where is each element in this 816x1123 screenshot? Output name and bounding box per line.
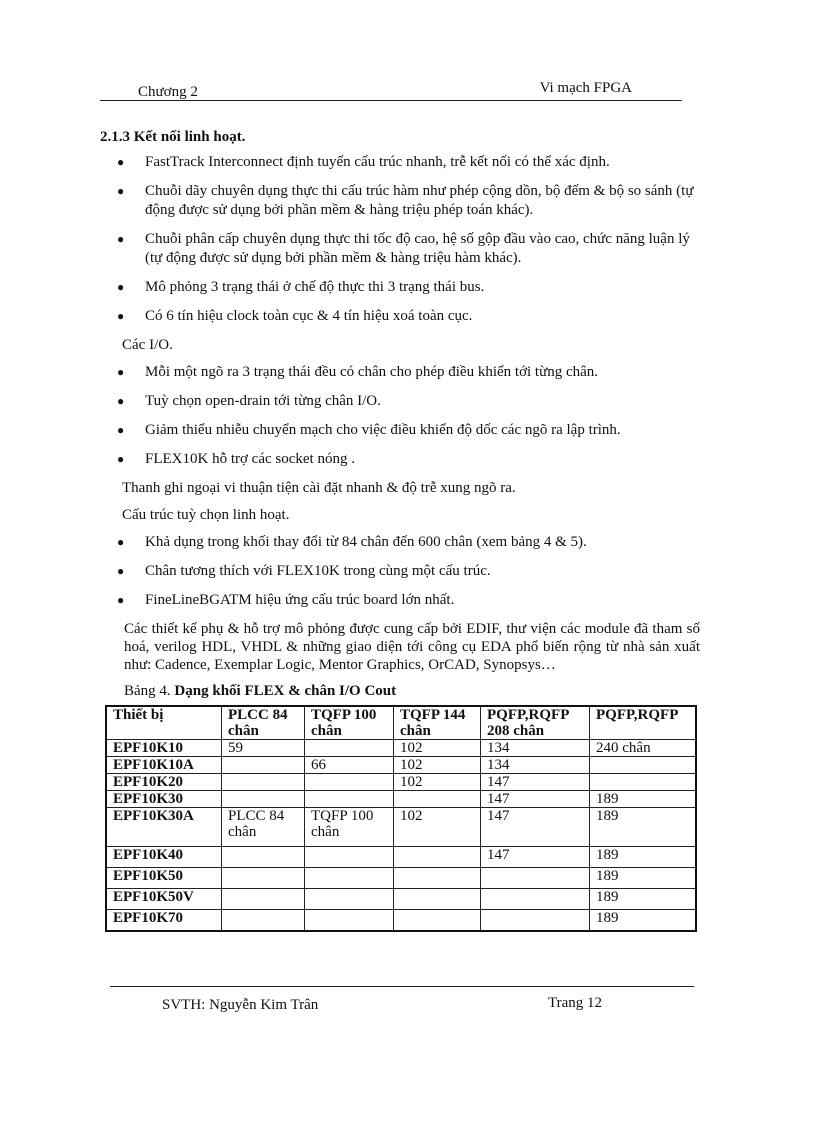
bullet-icon: ● [117,593,125,607]
table-cell [305,847,394,868]
table-row [106,889,696,910]
table-cell [305,868,394,889]
author-label: SVTH: Nguyễn Kim Trân [162,997,319,1013]
header-title: Vi mạch FPGA [539,80,632,96]
table-cell [394,847,481,868]
table-cell [481,889,590,910]
table-cell: EPF10K10 [106,740,222,757]
table-cell [394,868,481,889]
table-row [106,847,696,868]
table-cell [305,774,394,791]
table-cell: 189 [590,847,697,868]
table-cell [305,791,394,808]
column-header: PLCC 84 chân [222,706,305,740]
table-row [106,910,696,932]
table-row [106,808,696,847]
table-cell [481,910,590,932]
table-cell: 59 [222,740,305,757]
table-cell: EPF10K30 [106,791,222,808]
list-item: ● FLEX10K hỗ trợ các socket nóng . [117,451,355,467]
table-cell [222,910,305,932]
table-cell: 240 chân [590,740,697,757]
paragraph-register: Thanh ghi ngoại vi thuận tiện cài đặt nhanh & độ trễ xung ngõ ra. [122,480,516,496]
table-cell: 189 [590,910,697,932]
chapter-label: Chương 2 [138,84,198,100]
bullet-icon: ● [117,423,125,437]
table-cell: EPF10K10A [106,757,222,774]
table-cell [222,791,305,808]
page-content [100,128,700,932]
table-cell: 102 [394,757,481,774]
table-cell: 102 [394,740,481,757]
bullet-icon: ● [117,564,125,578]
table-cell [590,757,697,774]
table-cell: PLCC 84 chân [222,808,305,847]
bullet-icon: ● [117,280,125,294]
table-cell [222,847,305,868]
bullet-icon: ● [117,232,125,246]
list-item: ● Chuỗi phân cấp chuyên dụng thực thi tốc độ cao, hệ số gộp đầu vào cao, chức năng luận lý (tự động được sử dụng bởi phần mềm & hàng triệu hàm khác). [117,231,690,266]
list-item: ● Chân tương thích với FLEX10K trong cùng một cấu trúc. [117,563,491,579]
bullet-icon: ● [117,394,125,408]
table-row [106,740,696,757]
table-caption: Bảng 4. Dạng khối FLEX & chân I/O Cout [124,683,397,699]
table-cell: 189 [590,808,697,847]
section-heading: 2.1.3 Kết nối linh hoạt. [100,129,246,145]
table-cell [394,791,481,808]
table-cell: EPF10K70 [106,910,222,932]
paragraph-design-support: Các thiết kế phụ & hỗ trợ mô phỏng được cung cấp bởi EDIF, thư viện các module đã tham số hoá, verilog HDL, VHDL & những giao diện tới công cụ EDA phổ biến rộng từ nhà sản xuất như: Cadence, Exemplar Logic, Mentor Graphics, OrCAD, Synopsys… [124,621,700,673]
table-cell [481,868,590,889]
list-item: ● FastTrack Interconnect định tuyến cấu trúc nhanh, trễ kết nối có thể xác định. [117,154,610,170]
list-item: ● Mỗi một ngõ ra 3 trạng thái đều có chân cho phép điều khiển tới từng chân. [117,364,599,380]
table-cell: 102 [394,774,481,791]
table-header-row [106,706,696,740]
table-row [106,774,696,791]
bullet-icon: ● [117,309,125,323]
column-header: Thiết bị [106,706,222,740]
table-cell: EPF10K40 [106,847,222,868]
io-list [100,363,700,469]
device-pin-table [105,705,697,932]
table-cell: 189 [590,791,697,808]
table-cell [590,774,697,791]
features-list [100,153,700,326]
table-cell: EPF10K50V [106,889,222,910]
list-item: ● Mô phỏng 3 trạng thái ở chế độ thực thi 3 trạng thái bus. [117,279,485,295]
table-row [106,868,696,889]
table-row [106,757,696,774]
column-header: TQFP 144 chân [394,706,481,740]
table-cell: 147 [481,808,590,847]
bullet-icon: ● [117,452,125,466]
bullet-icon: ● [117,535,125,549]
table-row [106,791,696,808]
page-footer [110,986,694,1017]
list-item: ● Có 6 tín hiệu clock toàn cục & 4 tín hiệu xoá toàn cục. [117,308,473,324]
list-item: ● Tuỳ chọn open-drain tới từng chân I/O. [117,393,381,409]
bullet-icon: ● [117,365,125,379]
table-cell: EPF10K50 [106,868,222,889]
table-cell [222,868,305,889]
table-cell: 189 [590,868,697,889]
page-header [100,80,682,101]
table-cell [305,889,394,910]
table-cell [305,740,394,757]
paragraph-structure: Cấu trúc tuỳ chọn linh hoạt. [122,507,290,523]
bullet-icon: ● [117,184,125,198]
table-cell: 147 [481,791,590,808]
table-cell: 147 [481,774,590,791]
table-cell [222,774,305,791]
table-cell [222,757,305,774]
table-cell: 134 [481,740,590,757]
list-item: ● Khả dụng trong khối thay đổi từ 84 chân đến 600 chân (xem bảng 4 & 5). [117,534,587,550]
column-header: PQFP,RQFP 208 chân [481,706,590,740]
table-cell: EPF10K30A [106,808,222,847]
table-cell: EPF10K20 [106,774,222,791]
list-item: ● FineLineBGATM hiệu ứng cấu trúc board lớn nhất. [117,592,455,608]
list-item: ● Giảm thiểu nhiễu chuyển mạch cho việc điều khiển độ dốc các ngõ ra lập trình. [117,422,621,438]
table-cell: 189 [590,889,697,910]
table-cell: 102 [394,808,481,847]
table-cell [222,889,305,910]
column-header: PQFP,RQFP [590,706,697,740]
table-cell [394,889,481,910]
page-number: Trang 12 [548,995,603,1011]
table-cell [305,910,394,932]
table-cell [394,910,481,932]
bullet-icon: ● [117,155,125,169]
table-cell: TQFP 100 chân [305,808,394,847]
io-title: Các I/O. [122,337,173,353]
column-header: TQFP 100 chân [305,706,394,740]
list-item: ● Chuỗi dãy chuyên dụng thực thi cấu trúc hàm như phép cộng dồn, bộ đếm & bộ so sánh (tự động được sử dụng bởi phần mềm & hàng triệu phép toán khác). [117,183,694,218]
structure-list [100,533,700,610]
table-cell: 66 [305,757,394,774]
table-cell: 134 [481,757,590,774]
table-cell: 147 [481,847,590,868]
